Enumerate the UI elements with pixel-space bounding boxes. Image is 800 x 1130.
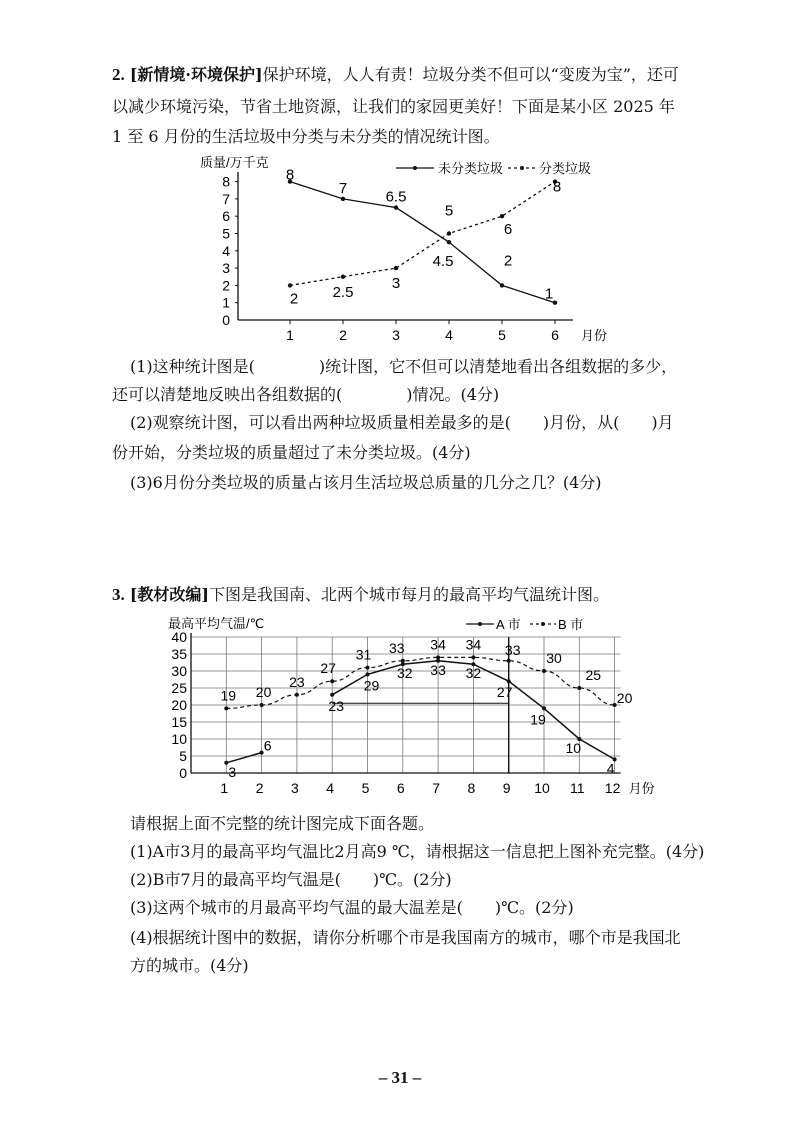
x-tick-label: 7: [432, 780, 440, 796]
x-tick-label: 6: [551, 327, 559, 343]
series-line-sorted: [290, 179, 555, 286]
x-axis-label: 月份: [628, 781, 655, 796]
data-point: [447, 231, 451, 235]
y-tick-label: 2: [222, 277, 230, 294]
data-label: 3: [228, 763, 237, 780]
data-label: 19: [220, 687, 237, 704]
data-label: 2: [503, 252, 513, 270]
data-label: 27: [320, 660, 336, 677]
legend-city-a-marker: [478, 622, 482, 626]
legend-sorted-label: 分类垃圾: [539, 161, 592, 176]
x-tick-label: 12: [604, 780, 621, 796]
q2-sub1-line-a: (1)这种统计图是( )统计图，它不但可以清楚地看出各组数据的多少，: [130, 357, 678, 376]
series-line-city-a: [226, 753, 261, 763]
q3-sub1: (1)A市3月的最高平均气温比2月高9 ℃，请根据这一信息把上图补充完整。(4分): [130, 842, 705, 861]
data-label: 2: [289, 290, 299, 308]
legend-city-a-label: A 市: [496, 617, 521, 632]
y-tick-label: 4: [222, 242, 230, 259]
y-tick-label: 5: [222, 225, 230, 242]
data-label: 3: [391, 275, 401, 293]
data-label: 33: [430, 661, 446, 678]
data-label: 8: [552, 178, 562, 196]
data-label: 1: [544, 285, 554, 303]
q2-sub1-line-b: 还可以清楚地反映出各组数据的( )情况。(4分): [112, 385, 500, 404]
x-tick-label: 11: [570, 780, 585, 796]
data-label: 20: [255, 684, 272, 700]
data-point: [288, 283, 292, 287]
temperature-line-chart: [160, 608, 660, 808]
data-label: 34: [430, 636, 446, 653]
data-label: 5: [444, 202, 454, 220]
data-point: [447, 240, 451, 244]
data-label: 7: [338, 179, 348, 197]
x-tick-label: 4: [326, 780, 335, 796]
y-tick-label: 8: [222, 173, 230, 190]
data-label: 33: [504, 641, 521, 658]
data-label: 2.5: [332, 283, 354, 301]
data-label: 4.5: [432, 253, 454, 271]
q2-sub2-line-b: 份开始，分类垃圾的质量超过了未分类垃圾。(4分): [112, 443, 471, 462]
data-label: 6.5: [385, 188, 407, 206]
legend-unsorted-label: 未分类垃圾: [438, 161, 504, 176]
q3-sub4-line-b: 方的城市。(4分): [130, 956, 249, 975]
data-label: 4: [606, 760, 615, 777]
q3-intro-line: [112, 584, 609, 606]
data-point: [542, 706, 546, 710]
y-tick-label: 6: [222, 208, 230, 225]
y-tick-label: 0: [222, 312, 230, 328]
data-point: [500, 214, 504, 218]
data-point: [507, 659, 511, 663]
data-point: [224, 706, 228, 710]
x-tick-label: 4: [445, 327, 453, 343]
data-point: [507, 679, 511, 683]
y-tick-label: 5: [179, 748, 187, 764]
data-label: 32: [397, 665, 413, 682]
legend-sorted-marker: [520, 166, 524, 170]
x-tick-label: 2: [255, 780, 264, 796]
q3-instruction: 请根据上面不完整的统计图完成下面各题。: [130, 814, 435, 833]
data-point: [330, 679, 334, 683]
q2-sub3: (3)6月份分类垃圾的质量占该月生活垃圾总质量的几分之几？(4分): [130, 473, 602, 492]
q3-sub4-line-a: (4)根据统计图中的数据，请你分析哪个市是我国南方的城市，哪个市是我国北: [130, 928, 681, 947]
page-number: – 31 –: [378, 1068, 422, 1087]
q2-tag: [新情境·环境保护]: [129, 65, 263, 84]
data-label: 32: [465, 665, 482, 682]
y-tick-label: 1: [222, 294, 230, 311]
data-label: 6: [503, 221, 513, 239]
data-label: 23: [328, 697, 344, 714]
data-label: 8: [285, 166, 295, 184]
data-point: [542, 669, 546, 673]
x-tick-label: 9: [502, 780, 511, 796]
garbage-line-chart: [186, 152, 636, 352]
q2-intro-line-3: 1 至 6 月份的生活垃圾中分类与未分类的情况统计图。: [112, 127, 500, 146]
q2-intro-line-2: 以减少环境污染，节省土地资源，让我们的家园更美好！下面是某小区 2025 年: [112, 97, 675, 116]
x-tick-label: 1: [220, 780, 229, 796]
y-axis-label: 质量/万千克: [200, 155, 269, 170]
y-tick-label: 3: [222, 260, 230, 277]
y-tick-label: 40: [171, 629, 187, 645]
legend-city-b-marker: [541, 622, 545, 626]
q2-intro-line-1: [112, 64, 679, 86]
q2-sub2-line-a: (2)观察统计图，可以看出两种垃圾质量相差最多的是( )月份，从( )月: [130, 413, 674, 432]
x-tick-label: 3: [291, 780, 299, 796]
y-tick-label: 25: [171, 680, 187, 696]
data-point: [295, 693, 299, 697]
x-tick-label: 5: [361, 780, 370, 796]
data-label: 30: [546, 650, 562, 666]
data-label: 31: [355, 646, 372, 663]
x-tick-label: 10: [534, 780, 550, 796]
x-tick-label: 1: [286, 327, 294, 343]
y-axis-label: 最高平均气温/℃: [168, 616, 265, 631]
data-point: [330, 693, 334, 697]
y-tick-label: 30: [171, 663, 187, 679]
q3-intro-text: 下图是我国南、北两个城市每月的最高平均气温统计图。: [209, 585, 610, 604]
data-point: [366, 666, 370, 670]
data-point: [553, 301, 557, 305]
y-tick-label: 0: [179, 765, 187, 781]
q3-sub3: (3)这两个城市的月最高平均气温的最大温差是( )℃。(2分): [130, 898, 574, 917]
y-tick-label: 20: [171, 697, 187, 713]
y-tick-label: 35: [171, 646, 187, 662]
data-label: 10: [565, 740, 582, 756]
series-line-unsorted: [290, 179, 555, 303]
data-label: 20: [616, 690, 633, 706]
data-point: [366, 672, 370, 676]
q3-sub2: (2)B市7月的最高平均气温是( )℃。(2分): [130, 870, 452, 889]
legend-city-b-label: B 市: [558, 617, 584, 632]
y-tick-label: 7: [222, 190, 230, 207]
data-point: [341, 275, 345, 279]
data-point: [394, 266, 398, 270]
data-label: 27: [496, 684, 513, 701]
data-point: [341, 197, 345, 201]
legend-unsorted-marker: [413, 166, 417, 170]
data-point: [500, 283, 504, 287]
x-tick-label: 5: [498, 327, 506, 343]
y-tick-label: 10: [171, 731, 187, 747]
x-tick-label: 3: [392, 327, 400, 343]
q3-number: 3.: [112, 585, 125, 604]
x-tick-label: 8: [467, 780, 476, 796]
y-tick-label: 15: [171, 714, 187, 730]
data-label: 19: [530, 711, 546, 728]
q2-number: 2.: [112, 65, 125, 84]
data-point: [394, 205, 398, 209]
data-point: [577, 686, 581, 690]
x-axis-label: 月份: [581, 328, 608, 343]
data-label: 29: [363, 677, 380, 694]
data-label: 6: [263, 737, 272, 754]
q3-tag: [教材改编]: [129, 585, 209, 604]
data-point: [260, 703, 264, 707]
data-label: 23: [289, 673, 305, 690]
x-tick-label: 2: [339, 327, 347, 343]
data-label: 34: [465, 636, 482, 653]
data-label: 25: [585, 667, 602, 683]
x-tick-label: 6: [396, 780, 405, 796]
q2-intro-text-1: 保护环境，人人有责！垃圾分类不但可以“变废为宝”，还可: [262, 65, 679, 84]
data-point: [471, 655, 475, 659]
data-label: 33: [389, 639, 405, 656]
